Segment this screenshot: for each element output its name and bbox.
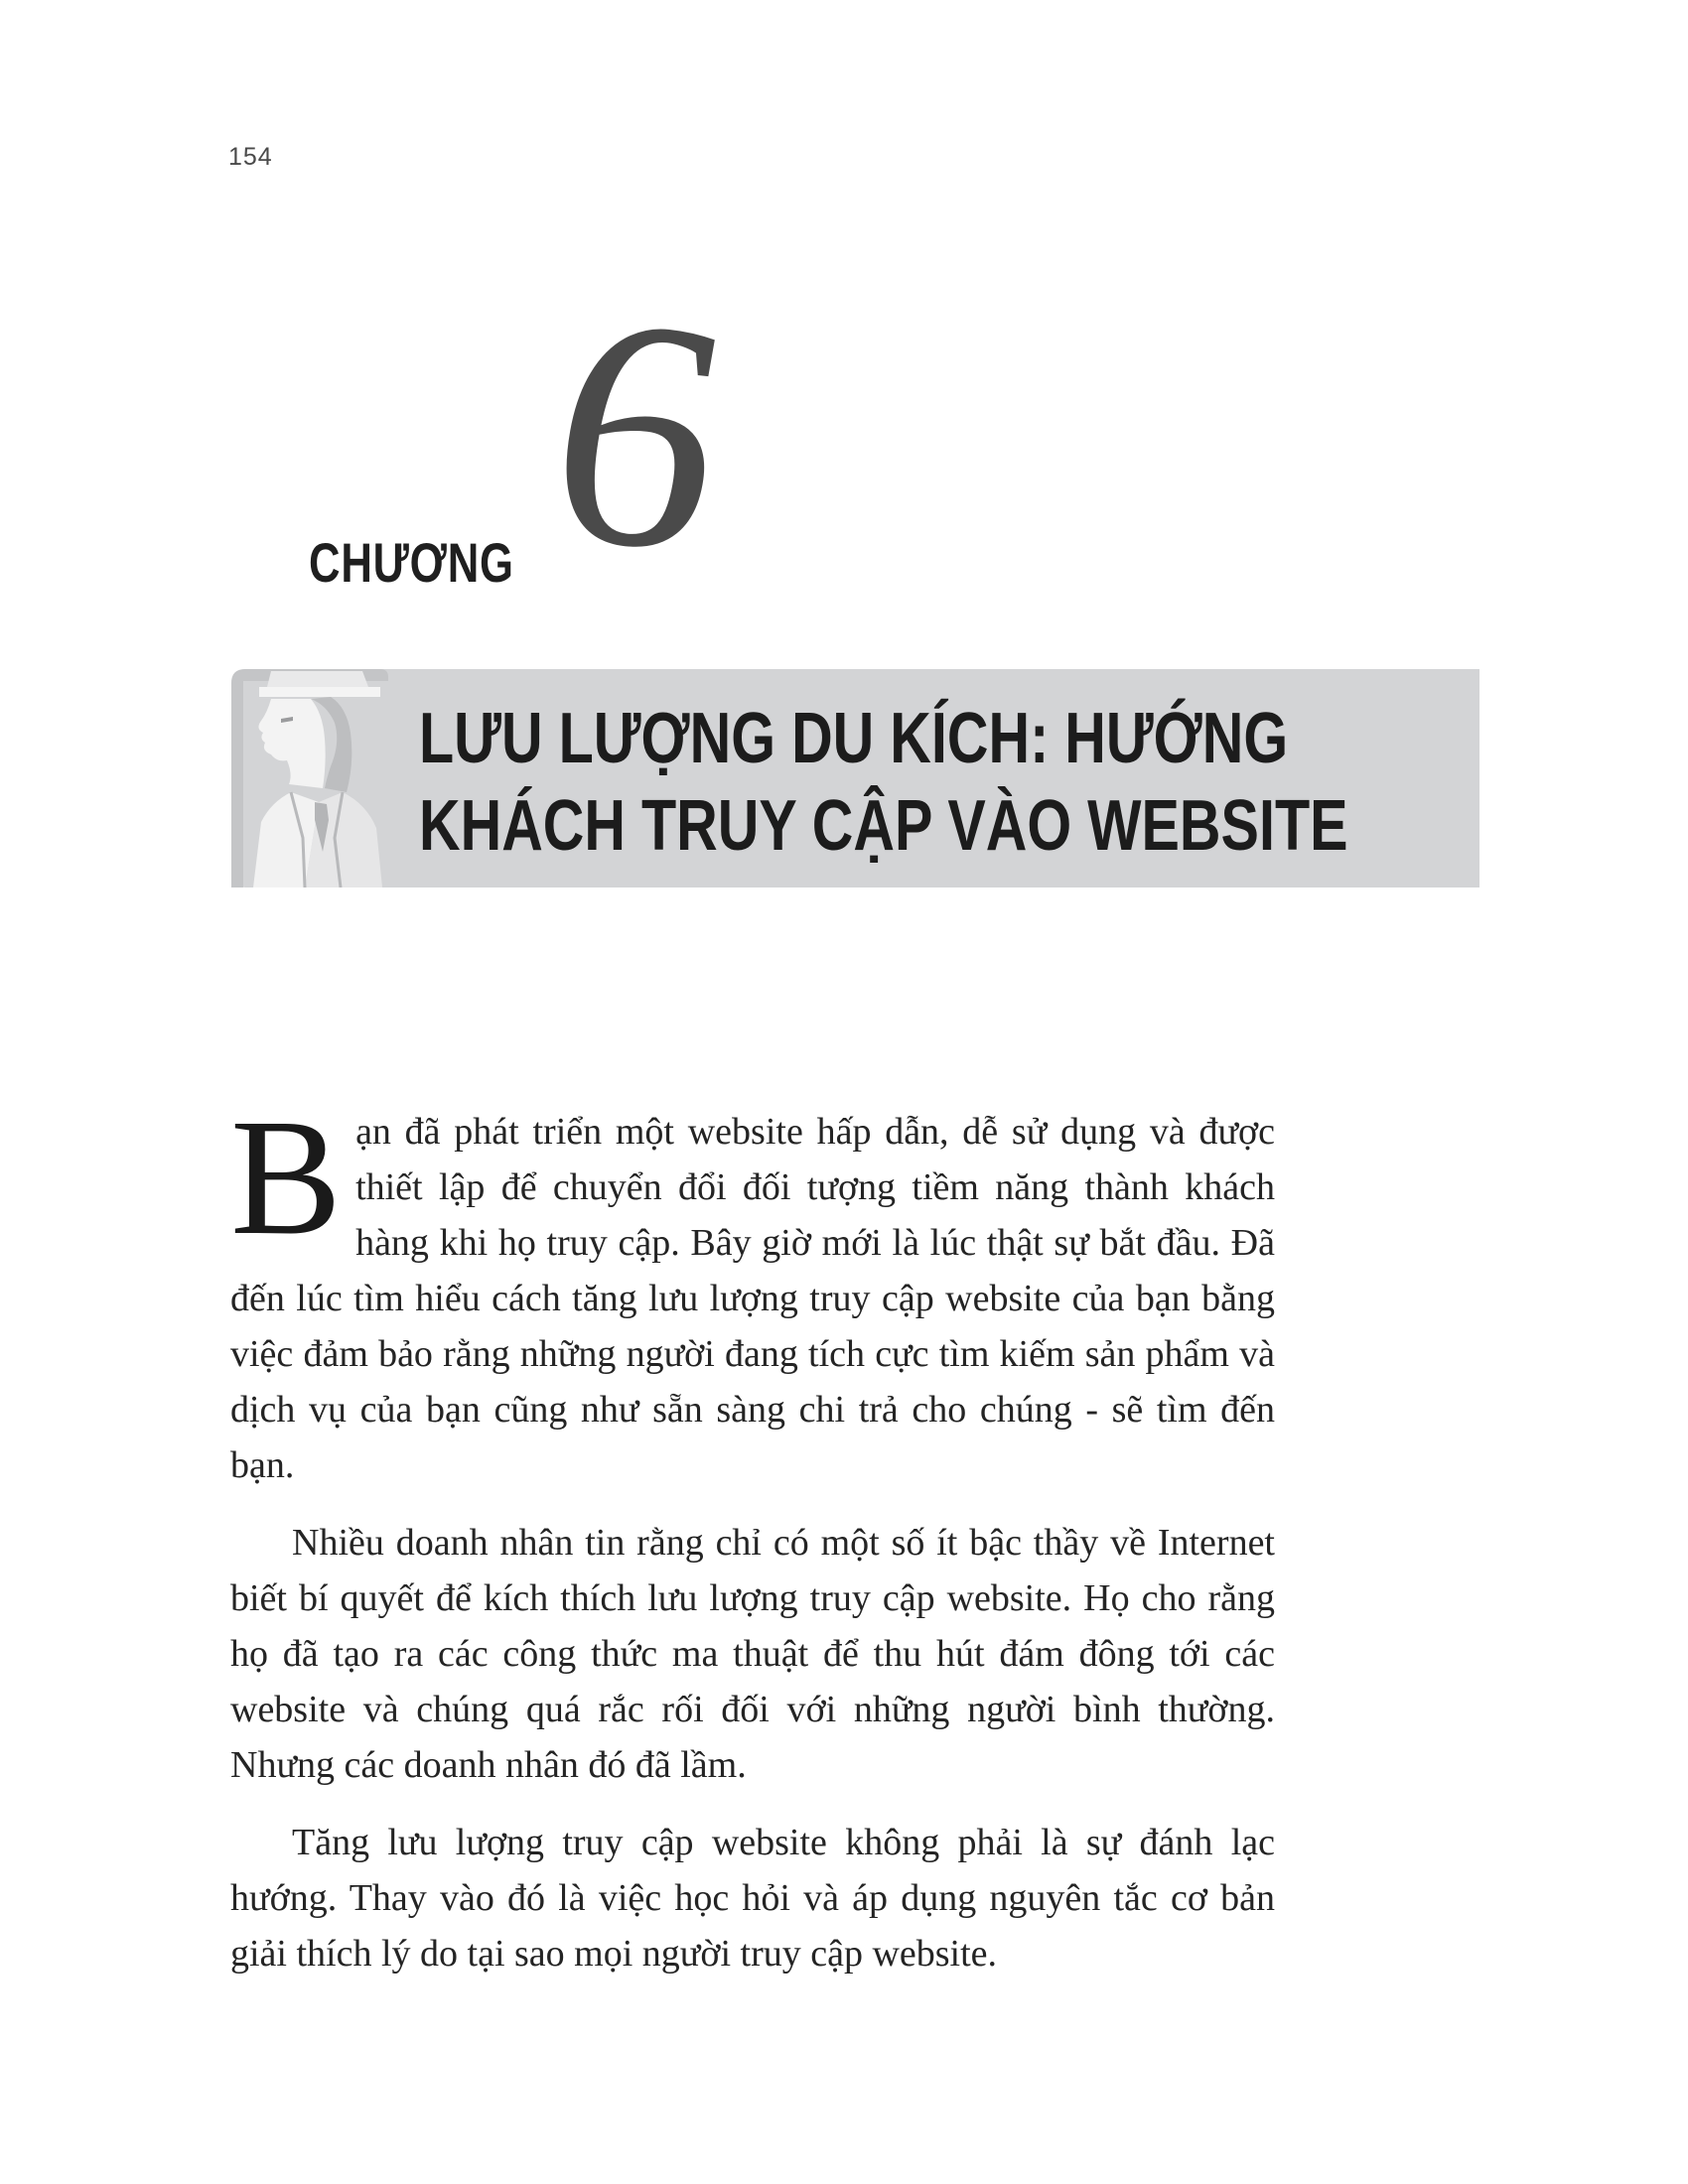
drop-cap: B: [230, 1085, 343, 1270]
paragraph-1-text: ạn đã phát triển một website hấp dẫn, dễ sử dụng và được thiết lập để chuyển đổi đối tượng tiềm năng thành khách hàng khi họ truy cập. Bây giờ mới là lúc thật sự bắt đầu. Đã đến lúc tìm hiểu cách tăng lưu lượng truy cập website của bạn bằng việc đảm bảo rằng những người đang tích cực tìm kiếm sản phẩm và dịch vụ của bạn cũng như sẵn sàng chi trả cho chúng - sẽ tìm đến bạn.: [230, 1111, 1275, 1486]
guerrilla-portrait-icon: [231, 643, 390, 887]
chapter-label: CHƯƠNG: [309, 531, 514, 594]
paragraph-3: Tăng lưu lượng truy cập website không phải là sự đánh lạc hướng. Thay vào đó là việc học hỏi và áp dụng nguyên tắc cơ bản giải thích lý do tại sao mọi người truy cập website.: [230, 1822, 1275, 1975]
chapter-number: 6: [525, 246, 752, 622]
chapter-body: [230, 1085, 1275, 2003]
paragraph-1: [230, 1085, 1275, 1493]
chapter-title-line-1: LƯU LƯỢNG DU KÍCH: HƯỚNG: [419, 699, 1289, 778]
chapter-title-line-2: KHÁCH TRUY CẬP VÀO WEBSITE: [419, 786, 1348, 866]
page-number: 154: [228, 143, 273, 171]
paragraph-2: Nhiều doanh nhân tin rằng chỉ có một số ít bậc thầy về Internet biết bí quyết để kích thích lưu lượng truy cập website. Họ cho rằng họ đã tạo ra các công thức ma thuật để thu hút đám đông tới các website và chúng quá rắc rối đối với những người bình thường. Nhưng các doanh nhân đó đã lầm.: [230, 1522, 1275, 1786]
chapter-title: [419, 695, 1372, 870]
